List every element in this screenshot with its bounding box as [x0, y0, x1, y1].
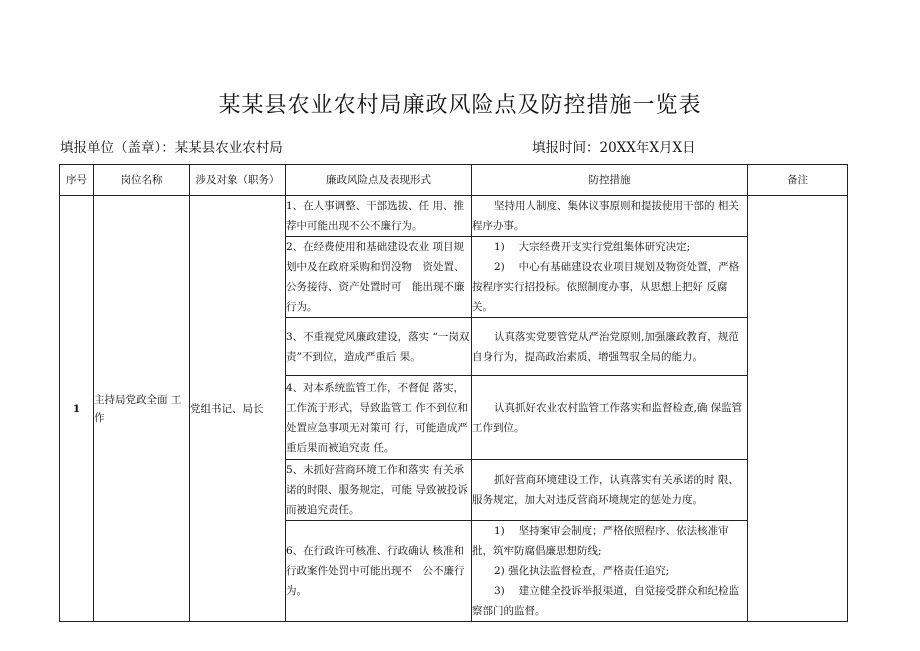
risk-cell-3: 3、不重视党风廉政建设，落实 “一岗双责”不到位，造成严重后 果。	[286, 318, 472, 376]
fill-time: 填报时间：20XX年X月X日	[532, 140, 696, 156]
measure-line: 1) 大宗经费开支实行党组集体研究决定;	[494, 241, 691, 253]
measure-cell-6	[472, 521, 748, 622]
measure-line: 坚持用人制度、集体议事原则和提拔使用干部的 相关程序办事。	[472, 200, 739, 232]
header-row	[60, 165, 848, 196]
risk-cell-2: 2、在经费使用和基础建设农业 项目规划中及在政府采购和罚没物 资处置、公务接待、资产处置时可 能出现不廉行为。	[286, 237, 472, 318]
table-row	[60, 196, 848, 237]
header-remarks: 备注	[748, 165, 848, 196]
measure-line: 3) 建立健全投诉举报渠道，自觉接受群众和纪检监察部门的监督。	[472, 585, 740, 617]
measure-line: 1) 坚持案审会制度；严格依照程序、依法核准审批，筑牢防腐倡廉思想防线;	[472, 525, 729, 557]
risk-cell-1: 1、在人事调整、干部选拔、任 用、推荐中可能出现不公不廉行为。	[286, 196, 472, 237]
risk-table	[59, 164, 848, 622]
header-seq: 序号	[60, 165, 94, 196]
risk-cell-5: 5、未抓好营商环境工作和落实 有关承诺的时限、服务规定，可能 导致被投诉而被追究责任。	[286, 460, 472, 521]
page-title: 某某县农业农村局廉政风险点及防控措施一览表	[218, 93, 702, 118]
measure-cell-4	[472, 376, 748, 460]
header-post: 岗位名称	[94, 165, 190, 196]
measure-cell-3	[472, 318, 748, 376]
measure-line: 2) 强化执法监督检查，严格责任追究;	[494, 565, 670, 577]
measure-cell-2	[472, 237, 748, 318]
header-measures: 防控措施	[472, 165, 748, 196]
seq-cell: 1	[60, 196, 94, 622]
post-cell: 主持局党政全面 工作	[94, 196, 190, 622]
risk-cell-6: 6、在行政许可核准、行政确认 核准和行政案件处罚中可能出现不 公不廉行为。	[286, 521, 472, 622]
remarks-cell	[748, 196, 848, 622]
header-involved: 涉及对象（职务）	[190, 165, 286, 196]
measure-line: 抓好营商环境建设工作，认真落实有关承诺的时 限、服务规定，加大对违反营商环境规定的惩处力度。	[472, 474, 739, 506]
fill-unit: 填报单位（盖章）：某某县农业农村局	[60, 140, 283, 156]
measure-cell-5	[472, 460, 748, 521]
risk-cell-4: 4、对本系统监管工作，不督促 落实，工作流于形式，导致监管工 作不到位和处置应急事项无对策可 行，可能造成严重后果而被追究责 任。	[286, 376, 472, 460]
measure-line: 认真落实党要管党从严治党原则,加强廉政教育，规范自身行为，提高政治素质，增强驾驭全局的能力。	[472, 330, 739, 363]
involved-cell: 党组书记、局长	[190, 196, 286, 622]
measure-line: 认真抓好农业农村监管工作落实和监督检查,确 保监管工作到位。	[472, 401, 743, 434]
measure-line: 2) 中心有基础建设农业项目规划及物资处置，严格按程序实行招投标。依照制度办事，从思想上把好 反腐关。	[472, 261, 740, 313]
measure-cell-1	[472, 196, 748, 237]
header-risk: 廉政风险点及表现形式	[286, 165, 472, 196]
